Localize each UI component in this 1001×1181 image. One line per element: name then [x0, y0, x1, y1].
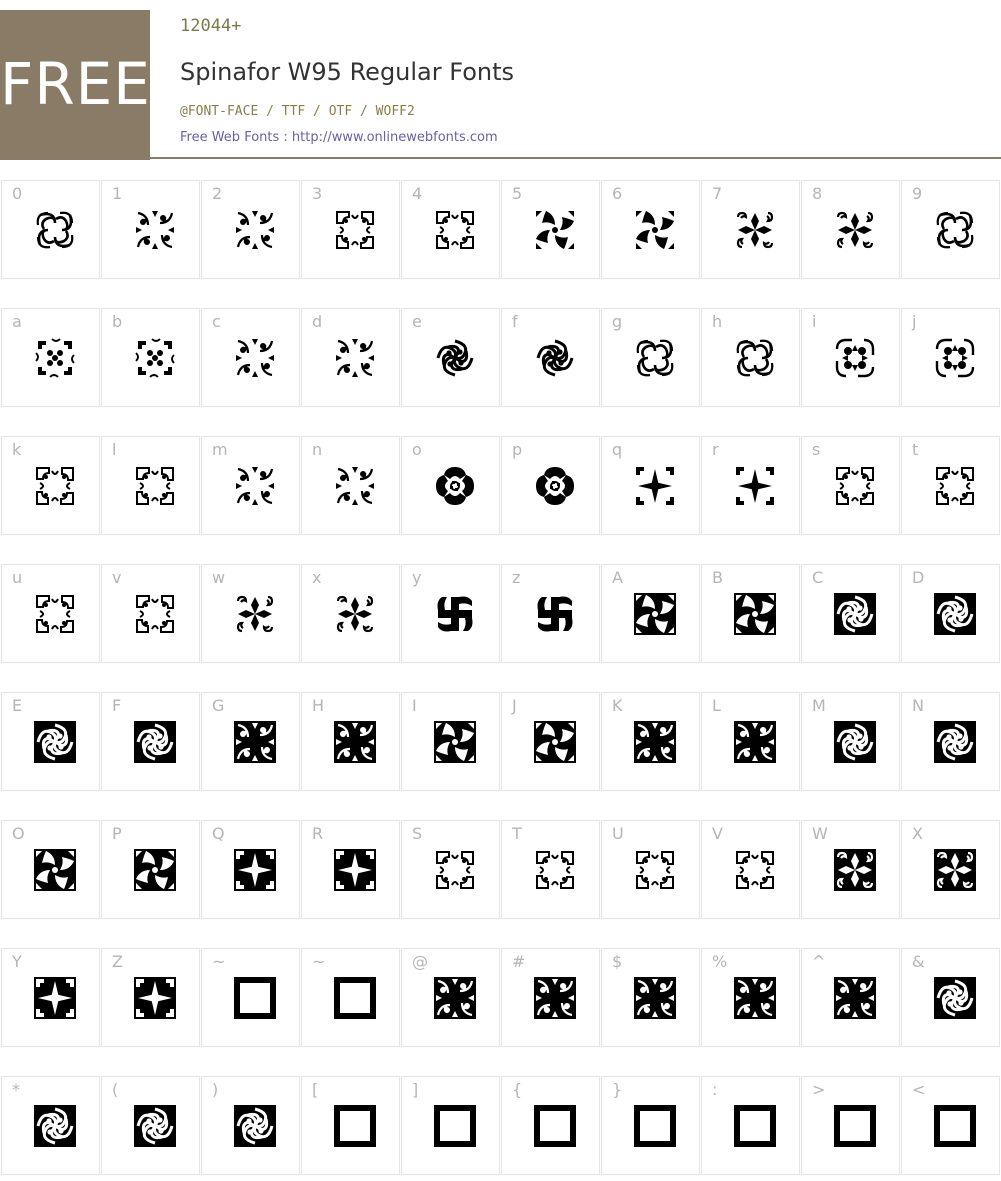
glyph-cell[interactable] [1, 564, 100, 663]
ornament-glyph-icon [434, 977, 476, 1019]
glyph-char-label: f [512, 312, 518, 331]
glyph-cell[interactable] [101, 948, 200, 1047]
ornament-glyph-icon [734, 465, 776, 507]
glyph-cell[interactable] [201, 436, 300, 535]
glyph-char-label: p [512, 440, 523, 459]
glyph-char-label: 3 [312, 184, 323, 203]
ornament-glyph-icon [934, 721, 976, 763]
glyph-cell[interactable] [1, 692, 100, 791]
ornament-glyph-icon [234, 209, 276, 251]
glyph-char-label: R [312, 824, 324, 843]
glyph-cell[interactable] [801, 180, 900, 279]
ornament-glyph-icon [234, 721, 276, 763]
ornament-glyph-icon [34, 849, 76, 891]
ornament-glyph-icon [134, 209, 176, 251]
glyph-char-label: S [412, 824, 423, 843]
glyph-char-label: F [112, 696, 122, 715]
glyph-cell[interactable] [401, 436, 500, 535]
ornament-glyph-icon [634, 849, 676, 891]
glyph-char-label: V [712, 824, 723, 843]
ornament-glyph-icon [834, 337, 876, 379]
ornament-glyph-icon [234, 337, 276, 379]
glyph-char-label: b [112, 312, 123, 331]
glyph-cell[interactable] [801, 820, 900, 919]
glyph-cell[interactable] [301, 692, 400, 791]
ornament-glyph-icon [234, 465, 276, 507]
glyph-char-label: O [12, 824, 25, 843]
glyph-char-label: J [512, 696, 517, 715]
glyph-row [0, 564, 1001, 664]
glyph-cell[interactable] [701, 692, 800, 791]
glyph-cell[interactable] [501, 180, 600, 279]
glyph-char-label: { [512, 1080, 523, 1099]
ornament-glyph-icon [134, 337, 176, 379]
glyph-cell[interactable] [201, 692, 300, 791]
glyph-cell[interactable] [201, 180, 300, 279]
glyph-char-label: Q [212, 824, 225, 843]
ornament-glyph-icon [334, 337, 376, 379]
glyph-cell[interactable] [301, 180, 400, 279]
glyph-row [0, 1076, 1001, 1176]
glyph-cell[interactable] [301, 564, 400, 663]
glyph-char-label: ~ [212, 952, 226, 971]
glyph-char-label: c [212, 312, 221, 331]
glyph-cell[interactable] [901, 948, 1000, 1047]
glyph-char-label: a [12, 312, 22, 331]
ornament-glyph-icon [134, 465, 176, 507]
glyph-cell[interactable] [701, 948, 800, 1047]
page-header [0, 0, 1001, 160]
glyph-char-label: D [912, 568, 925, 587]
ornament-glyph-icon [734, 977, 776, 1019]
ornament-glyph-icon [34, 209, 76, 251]
ornament-glyph-icon [334, 977, 376, 1019]
ornament-glyph-icon [34, 721, 76, 763]
glyph-cell[interactable] [501, 564, 600, 663]
glyph-char-label: U [612, 824, 624, 843]
ornament-glyph-icon [634, 337, 676, 379]
glyph-char-label: o [412, 440, 422, 459]
glyph-char-label: N [912, 696, 924, 715]
glyph-cell[interactable] [801, 948, 900, 1047]
glyph-row [0, 436, 1001, 536]
glyph-char-label: n [312, 440, 323, 459]
glyph-cell[interactable] [601, 1076, 700, 1175]
ornament-glyph-icon [434, 337, 476, 379]
glyph-char-label: s [812, 440, 821, 459]
glyph-char-label: l [112, 440, 117, 459]
glyph-char-label: > [812, 1080, 826, 1099]
site-link[interactable]: Free Web Fonts : http://www.onlinewebfonts.com [180, 130, 498, 145]
ornament-glyph-icon [34, 977, 76, 1019]
ornament-glyph-icon [934, 337, 976, 379]
glyph-row [0, 948, 1001, 1048]
ornament-glyph-icon [34, 1105, 76, 1147]
ornament-glyph-icon [634, 1105, 676, 1147]
glyph-cell[interactable] [701, 564, 800, 663]
glyph-cell[interactable] [601, 820, 700, 919]
glyph-char-label: m [212, 440, 228, 459]
ornament-glyph-icon [334, 593, 376, 635]
ornament-glyph-icon [734, 209, 776, 251]
glyph-char-label: K [612, 696, 623, 715]
glyph-char-label: L [712, 696, 721, 715]
glyph-cell[interactable] [101, 180, 200, 279]
glyph-char-label: t [912, 440, 919, 459]
ornament-glyph-icon [434, 209, 476, 251]
format-links[interactable]: @FONT-FACE / TTF / OTF / WOFF2 [180, 104, 415, 119]
ornament-glyph-icon [634, 465, 676, 507]
glyph-cell[interactable] [701, 820, 800, 919]
ornament-glyph-icon [634, 977, 676, 1019]
glyph-char-label: P [112, 824, 122, 843]
glyph-row [0, 692, 1001, 792]
ornament-glyph-icon [134, 721, 176, 763]
glyph-cell[interactable] [101, 436, 200, 535]
ornament-glyph-icon [434, 849, 476, 891]
glyph-char-label: B [712, 568, 723, 587]
ornament-glyph-icon [934, 209, 976, 251]
ornament-glyph-icon [934, 977, 976, 1019]
glyph-char-label: d [312, 312, 323, 331]
ornament-glyph-icon [334, 465, 376, 507]
glyph-cell[interactable] [1, 820, 100, 919]
glyph-cell[interactable] [401, 180, 500, 279]
ornament-glyph-icon [534, 1105, 576, 1147]
ornament-glyph-icon [734, 337, 776, 379]
glyph-char-label: 1 [112, 184, 123, 203]
glyph-cell[interactable] [101, 692, 200, 791]
glyph-char-label: 5 [512, 184, 523, 203]
ornament-glyph-icon [934, 1105, 976, 1147]
ornament-glyph-icon [434, 721, 476, 763]
glyph-cell[interactable] [701, 180, 800, 279]
glyph-cell[interactable] [801, 308, 900, 407]
ornament-glyph-icon [434, 465, 476, 507]
glyph-char-label: < [912, 1080, 926, 1099]
glyph-cell[interactable] [501, 308, 600, 407]
ornament-glyph-icon [34, 337, 76, 379]
glyph-cell[interactable] [601, 180, 700, 279]
ornament-glyph-icon [834, 1105, 876, 1147]
glyph-char-label: } [612, 1080, 623, 1099]
glyph-cell[interactable] [701, 1076, 800, 1175]
glyph-char-label: v [112, 568, 122, 587]
glyph-cell[interactable] [301, 308, 400, 407]
ornament-glyph-icon [334, 1105, 376, 1147]
glyph-char-label: w [212, 568, 226, 587]
glyph-cell[interactable] [701, 308, 800, 407]
ornament-glyph-icon [834, 465, 876, 507]
glyph-cell[interactable] [201, 820, 300, 919]
glyph-cell[interactable] [1, 308, 100, 407]
glyph-cell[interactable] [501, 436, 600, 535]
ornament-glyph-icon [334, 721, 376, 763]
glyph-char-label: z [512, 568, 521, 587]
glyph-char-label: % [712, 952, 728, 971]
glyph-cell[interactable] [801, 436, 900, 535]
ornament-glyph-icon [534, 977, 576, 1019]
glyph-cell[interactable] [401, 564, 500, 663]
ornament-glyph-icon [34, 465, 76, 507]
ornament-glyph-icon [134, 849, 176, 891]
glyph-char-label: 2 [212, 184, 223, 203]
ornament-glyph-icon [534, 465, 576, 507]
ornament-glyph-icon [834, 209, 876, 251]
glyph-row [0, 820, 1001, 920]
glyph-char-label: W [812, 824, 828, 843]
ornament-glyph-icon [634, 721, 676, 763]
glyph-cell[interactable] [901, 180, 1000, 279]
glyph-char-label: Y [12, 952, 22, 971]
glyph-char-label: 8 [812, 184, 823, 203]
glyph-cell[interactable] [201, 948, 300, 1047]
glyph-char-label: X [912, 824, 923, 843]
ornament-glyph-icon [834, 849, 876, 891]
glyph-char-label: 4 [412, 184, 423, 203]
glyph-cell[interactable] [501, 948, 600, 1047]
ornament-glyph-icon [734, 849, 776, 891]
glyph-cell[interactable] [501, 1076, 600, 1175]
ornament-glyph-icon [634, 209, 676, 251]
header-divider [150, 157, 1001, 159]
glyph-char-label: j [912, 312, 917, 331]
glyph-cell[interactable] [401, 1076, 500, 1175]
ornament-glyph-icon [734, 721, 776, 763]
glyph-cell[interactable] [801, 564, 900, 663]
ornament-glyph-icon [434, 1105, 476, 1147]
glyph-char-label: E [12, 696, 23, 715]
glyph-cell[interactable] [601, 948, 700, 1047]
glyph-cell[interactable] [601, 308, 700, 407]
ornament-glyph-icon [134, 977, 176, 1019]
glyph-cell[interactable] [701, 436, 800, 535]
ornament-glyph-icon [734, 1105, 776, 1147]
ornament-glyph-icon [234, 977, 276, 1019]
glyph-char-label: : [712, 1080, 718, 1099]
glyph-cell[interactable] [901, 820, 1000, 919]
glyph-cell[interactable] [1, 948, 100, 1047]
glyph-char-label: Z [112, 952, 123, 971]
glyph-char-label: G [212, 696, 225, 715]
glyph-cell[interactable] [101, 1076, 200, 1175]
glyph-cell[interactable] [301, 436, 400, 535]
glyph-char-label: ^ [812, 952, 826, 971]
glyph-char-label: ] [412, 1080, 419, 1099]
glyph-cell[interactable] [101, 308, 200, 407]
download-count: 12044+ [180, 16, 242, 36]
glyph-char-label: M [812, 696, 826, 715]
ornament-glyph-icon [934, 593, 976, 635]
glyph-char-label: u [12, 568, 23, 587]
glyph-cell[interactable] [801, 1076, 900, 1175]
glyph-char-label: h [712, 312, 723, 331]
ornament-glyph-icon [734, 593, 776, 635]
ornament-glyph-icon [134, 1105, 176, 1147]
glyph-cell[interactable] [401, 692, 500, 791]
glyph-char-label: T [512, 824, 522, 843]
glyph-cell[interactable] [901, 692, 1000, 791]
glyph-char-label: A [612, 568, 623, 587]
glyph-cell[interactable] [101, 564, 200, 663]
glyph-char-label: [ [312, 1080, 319, 1099]
glyph-char-label: H [312, 696, 325, 715]
glyph-cell[interactable] [901, 1076, 1000, 1175]
glyph-char-label: e [412, 312, 422, 331]
glyph-char-label: 7 [712, 184, 723, 203]
glyph-char-label: ~ [312, 952, 326, 971]
ornament-glyph-icon [634, 593, 676, 635]
glyph-cell[interactable] [301, 948, 400, 1047]
font-title: Spinafor W95 Regular Fonts [180, 58, 515, 86]
glyph-row [0, 308, 1001, 408]
glyph-char-label: q [612, 440, 623, 459]
glyph-char-label: ) [212, 1080, 219, 1099]
glyph-char-label: C [812, 568, 824, 587]
ornament-glyph-icon [234, 593, 276, 635]
ornament-glyph-icon [534, 209, 576, 251]
glyph-char-label: y [412, 568, 422, 587]
glyph-char-label: ( [112, 1080, 119, 1099]
glyph-cell[interactable] [601, 436, 700, 535]
ornament-glyph-icon [534, 849, 576, 891]
ornament-glyph-icon [834, 977, 876, 1019]
glyph-cell[interactable] [501, 820, 600, 919]
glyph-row [0, 180, 1001, 280]
glyph-char-label: x [312, 568, 322, 587]
glyph-cell[interactable] [201, 564, 300, 663]
glyph-cell[interactable] [401, 308, 500, 407]
glyph-char-label: I [412, 696, 417, 715]
ornament-glyph-icon [234, 1105, 276, 1147]
glyph-char-label: 9 [912, 184, 923, 203]
ornament-glyph-icon [434, 593, 476, 635]
glyph-cell[interactable] [1, 436, 100, 535]
glyph-cell[interactable] [301, 1076, 400, 1175]
glyph-char-label: i [812, 312, 817, 331]
glyph-cell[interactable] [501, 692, 600, 791]
glyph-cell[interactable] [1, 180, 100, 279]
ornament-glyph-icon [534, 721, 576, 763]
glyph-cell[interactable] [901, 308, 1000, 407]
ornament-glyph-icon [134, 593, 176, 635]
glyph-cell[interactable] [901, 564, 1000, 663]
glyph-char-label: g [612, 312, 623, 331]
glyph-cell[interactable] [601, 692, 700, 791]
ornament-glyph-icon [534, 337, 576, 379]
glyph-char-label: 6 [612, 184, 623, 203]
glyph-cell[interactable] [601, 564, 700, 663]
ornament-glyph-icon [34, 593, 76, 635]
glyph-cell[interactable] [301, 820, 400, 919]
glyph-char-label: 0 [12, 184, 23, 203]
ornament-glyph-icon [334, 209, 376, 251]
glyph-cell[interactable] [101, 820, 200, 919]
glyph-char-label: $ [612, 952, 623, 971]
glyph-cell[interactable] [401, 948, 500, 1047]
free-badge[interactable]: FREE [0, 10, 150, 160]
glyph-cell[interactable] [1, 1076, 100, 1175]
glyph-cell[interactable] [201, 1076, 300, 1175]
glyph-cell[interactable] [901, 436, 1000, 535]
ornament-glyph-icon [834, 721, 876, 763]
ornament-glyph-icon [934, 465, 976, 507]
ornament-glyph-icon [334, 849, 376, 891]
glyph-cell[interactable] [801, 692, 900, 791]
ornament-glyph-icon [534, 593, 576, 635]
glyph-char-label: k [12, 440, 22, 459]
glyph-char-label: @ [412, 952, 428, 971]
glyph-char-label: r [712, 440, 719, 459]
glyph-char-label: # [512, 952, 526, 971]
ornament-glyph-icon [934, 849, 976, 891]
ornament-glyph-icon [234, 849, 276, 891]
glyph-cell[interactable] [401, 820, 500, 919]
glyph-char-label: * [12, 1080, 20, 1099]
glyph-cell[interactable] [201, 308, 300, 407]
ornament-glyph-icon [834, 593, 876, 635]
glyph-char-label: & [912, 952, 925, 971]
